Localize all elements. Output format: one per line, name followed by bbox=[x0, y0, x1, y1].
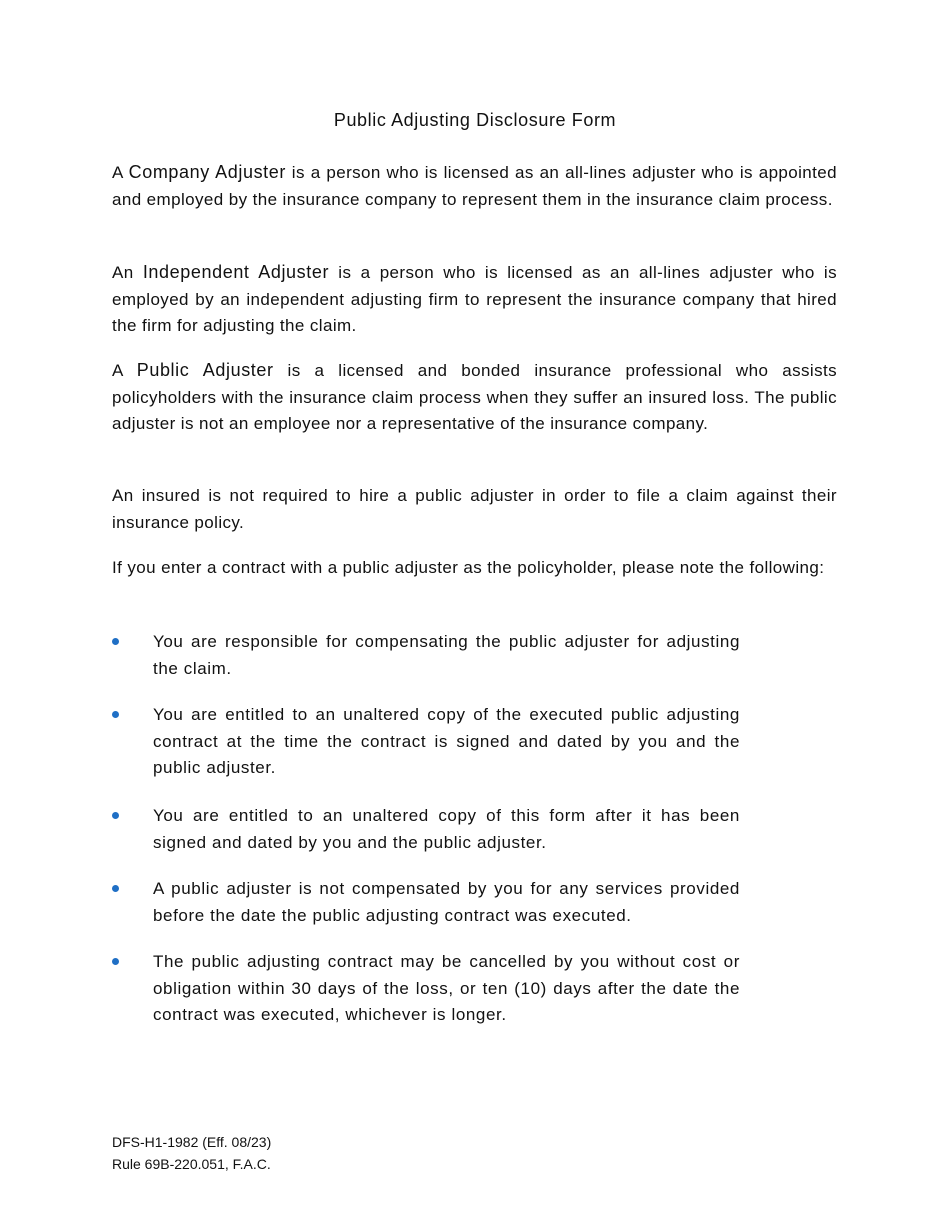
text: A bbox=[112, 163, 129, 182]
paragraph-not-required: An insured is not required to hire a public adjuster in order to file a claim against their insurance policy. bbox=[112, 486, 837, 532]
bullet-text: You are entitled to an unaltered copy of the executed public adjusting contract at the time the contract is signed and dated by you and the public adjuster. bbox=[153, 705, 740, 778]
document-title: Public Adjusting Disclosure Form bbox=[333, 110, 617, 130]
term-public-adjuster: Public Adjuster bbox=[136, 360, 274, 380]
text: is a licensed and bonded insurance professional who assists policyholders with the insurance claim process when they suffer an insured loss. The public adjuster is not an employee nor a representative of the insurance company. bbox=[112, 361, 837, 434]
text: is a person who is licensed as an all-lines adjuster who is employed by an independent adjusting firm to represent the insurance company that hired the firm for adjusting the claim. bbox=[112, 263, 837, 336]
term-company-adjuster: Company Adjuster bbox=[128, 162, 286, 182]
bullet-icon bbox=[112, 812, 119, 819]
bullet-item bbox=[112, 949, 740, 1029]
paragraph-independent-adjuster bbox=[112, 259, 837, 340]
bullet-icon bbox=[112, 638, 119, 645]
text: A bbox=[112, 361, 137, 380]
footer bbox=[112, 1131, 271, 1175]
paragraph-company-adjuster bbox=[112, 159, 837, 213]
text: is a person who is licensed as an all-lines adjuster who is appointed and employed by the insurance company to represent them in the insurance claim process. bbox=[112, 163, 837, 209]
bullet-item bbox=[112, 629, 740, 682]
bullet-item bbox=[112, 702, 740, 782]
bullet-text: The public adjusting contract may be cancelled by you without cost or obligation within 30 days of the loss, or ten (10) days after the date the contract was executed, whichever is longer. bbox=[153, 952, 740, 1025]
paragraph-public-adjuster bbox=[112, 357, 837, 438]
bullet-text: A public adjuster is not compensated by you for any services provided before the date the public adjusting contract was executed. bbox=[153, 879, 740, 925]
term-independent-adjuster: Independent Adjuster bbox=[142, 262, 330, 282]
bullet-item bbox=[112, 876, 740, 929]
text: An bbox=[112, 263, 143, 282]
paragraph-contract-note: If you enter a contract with a public adjuster as the policyholder, please note the following: bbox=[112, 558, 825, 577]
rule-citation: Rule 69B-220.051, F.A.C. bbox=[112, 1156, 271, 1172]
bullet-text: You are responsible for compensating the public adjuster for adjusting the claim. bbox=[153, 632, 740, 678]
bullet-icon bbox=[112, 711, 119, 718]
form-number: DFS-H1-1982 (Eff. 08/23) bbox=[112, 1134, 272, 1150]
bullet-item bbox=[112, 803, 740, 856]
bullet-text: You are entitled to an unaltered copy of this form after it has been signed and dated by you and the public adjuster. bbox=[153, 806, 740, 852]
bullet-icon bbox=[112, 885, 119, 892]
bullet-icon bbox=[112, 958, 119, 965]
